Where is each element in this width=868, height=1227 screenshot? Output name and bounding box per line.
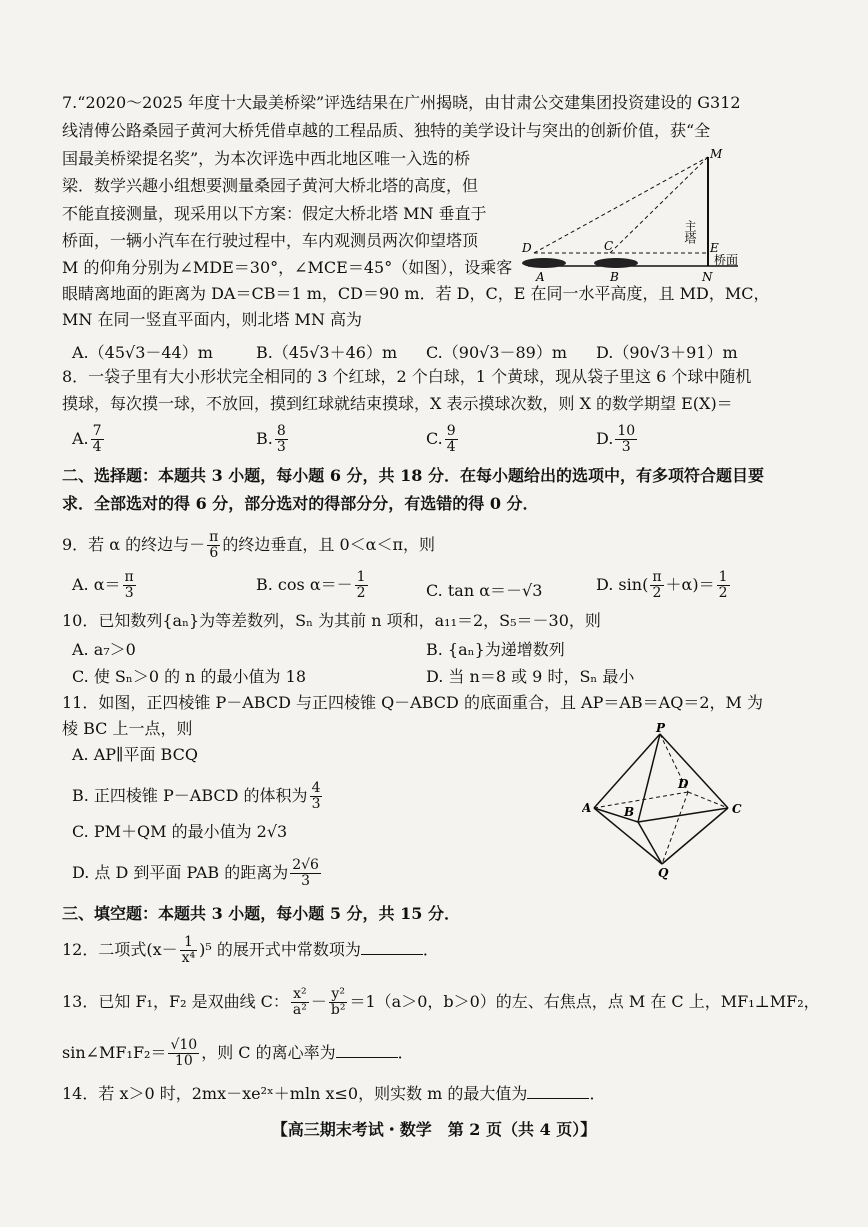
label-C: C xyxy=(604,239,614,253)
q11-line-1: 11．如图，正四棱锥 P－ABCD 与正四棱锥 Q－ABCD 的底面重合，且 AP＝AB＝AQ＝2，M 为 xyxy=(62,693,763,712)
q12-stem: 12．二项式(x－ $\frac{1}{\text{x⁴}}$ )⁵ 的展开式中常数项为 ． xyxy=(62,934,439,966)
q10-stem: 10．已知数列{aₙ}为等差数列，Sₙ 为其前 n 项和，a₁₁＝2，S₅＝－30，则 xyxy=(62,611,601,630)
edge-DC xyxy=(688,792,728,808)
octahedron-figure xyxy=(582,722,752,880)
q10-options-row-1 xyxy=(62,637,822,659)
q14-stem: 14．若 x＞0 时，2mx－xe²ˣ＋mln x≤0，则实数 m 的最大值为 ． xyxy=(62,1084,606,1103)
q10-options-row-2 xyxy=(62,664,822,686)
section3-heading: 三、填空题：本题共 3 小题，每小题 5 分，共 15 分． xyxy=(62,904,460,923)
q14-answer-blank[interactable] xyxy=(527,1084,589,1099)
q10-option-a: A. a₇＞0 xyxy=(72,640,136,659)
q9-option-b: B. cos α＝－ $\frac{1}{2}$ xyxy=(256,569,366,601)
q11-option-a: A. AP∥平面 BCQ xyxy=(72,745,198,764)
page-footer: 【高三期末考试・数学 第 2 页（共 4 页）】 xyxy=(271,1120,597,1139)
label-M: M xyxy=(710,147,723,161)
q8-option-c: C. $\frac{9}{4}$ xyxy=(426,423,456,455)
q9-option-c: C. tan α＝－√3 xyxy=(426,581,543,600)
q8-options xyxy=(62,424,822,458)
sight-line-d xyxy=(534,157,708,253)
q7-line-7: M 的仰角分别为∠MDE＝30°，∠MCE＝45°（如图），设乘客 xyxy=(62,258,513,277)
q9-stem: 9．若 α 的终边与－ $\frac{\pi}{6}$ 的终边垂直，且 0＜α＜π，则 xyxy=(62,529,435,561)
q7-line-5: 不能直接测量，现采用以下方案：假定大桥北塔 MN 垂直于 xyxy=(62,204,487,223)
label-C: C xyxy=(732,802,742,816)
label-N: N xyxy=(702,270,713,284)
q10-option-c: C. 使 Sₙ＞0 的 n 的最小值为 18 xyxy=(72,667,307,686)
label-A: A xyxy=(536,270,545,284)
label-D: D xyxy=(678,777,689,791)
q7-line-2: 线清傅公路桑园子黄河大桥凭借卓越的工程品质、独特的美学设计与突出的创新价值，获“全 xyxy=(62,121,711,140)
label-A: A xyxy=(582,801,592,815)
q11-option-c: C. PM＋QM 的最小值为 2√3 xyxy=(72,822,288,841)
q11-line-2: 棱 BC 上一点，则 xyxy=(62,719,193,738)
q8-option-b: B. $\frac{8}{3}$ xyxy=(256,423,286,455)
label-B: B xyxy=(624,805,635,819)
section2-heading-1: 二、选择题：本题共 3 小题，每小题 6 分，共 18 分．在每小题给出的选项中，有多项符合题目要 xyxy=(62,466,764,485)
q9-option-a: A. α＝ $\frac{\pi}{3}$ xyxy=(72,569,134,601)
q8-option-a: A. $\frac{7}{4}$ xyxy=(72,423,102,455)
q9-options xyxy=(62,570,822,604)
q13-answer-blank[interactable] xyxy=(336,1043,398,1058)
label-P: P xyxy=(656,722,666,735)
q7-line-4: 梁．数学兴趣小组想要测量桑园子黄河大桥北塔的高度，但 xyxy=(62,176,479,195)
label-Q: Q xyxy=(658,866,669,880)
q7-option-b: B.（45√3＋46）m xyxy=(256,343,398,362)
q7-option-d: D.（90√3＋91）m xyxy=(596,343,738,362)
q7-line-8: 眼睛离地面的距离为 DA＝CB＝1 m，CD＝90 m．若 D，C，E 在同一水平高度，且 MD，MC， xyxy=(62,284,770,303)
q10-option-d: D. 当 n＝8 或 9 时，Sₙ 最小 xyxy=(426,667,635,686)
label-B: B xyxy=(610,270,619,284)
q7-line-9: MN 在同一竖直平面内，则北塔 MN 高为 xyxy=(62,310,363,329)
q11-option-b: B. 正四棱锥 P－ABCD 的体积为 $\frac{4}{3}$ xyxy=(72,780,321,812)
q7-line-1: 7.“2020～2025 年度十大最美桥梁”评选结果在广州揭晓，由甘肃公交建集团投资建设的 G312 xyxy=(62,93,741,112)
car-a xyxy=(522,258,566,268)
q13-line-1: 13．已知 F₁，F₂ 是双曲线 C： $\frac{\text{x²}}{\text{a²}}$ － $\frac{\text{y²}}{\text{b²}}$ ＝1（a＞0，b＞0）的左、右焦点，点 M 在 C 上，MF₁⊥MF₂， xyxy=(62,986,820,1018)
q10-option-b: B. {aₙ}为递增数列 xyxy=(426,640,565,659)
deck-label: 桥面 xyxy=(714,253,739,267)
q7-line-3: 国最美桥梁提名奖”，为本次评选中西北地区唯一入选的桥 xyxy=(62,149,471,168)
q11-option-d: D. 点 D 到平面 PAB 的距离为 $\frac{2√6}{3}$ xyxy=(72,857,319,889)
car-b xyxy=(594,258,638,268)
edge-PC xyxy=(660,734,728,808)
edge-BQ xyxy=(638,822,662,864)
q9-option-d: D. sin( $\frac{\pi}{2}$ ＋α)＝ $\frac{1}{2}$ xyxy=(596,569,728,601)
edge-AD xyxy=(594,792,688,808)
section2-heading-2: 求．全部选对的得 6 分，部分选对的得部分分，有选错的得 0 分． xyxy=(62,494,539,513)
q12-answer-blank[interactable] xyxy=(361,940,423,955)
q13-line-2: sin∠MF₁F₂＝ $\frac{√10}{10}$ ，则 C 的离心率为 ． xyxy=(62,1037,414,1069)
q7-option-c: C.（90√3－89）m xyxy=(426,343,568,362)
q8-line-1: 8．一袋子里有大小形状完全相同的 3 个红球，2 个白球，1 个黄球，现从袋子里这 6 个球中随机 xyxy=(62,367,752,386)
q7-options xyxy=(62,340,822,362)
q7-option-a: A.（45√3－44）m xyxy=(72,343,213,362)
q8-line-2: 摸球，每次摸一球，不放回，摸到红球就结束摸球，X 表示摸球次数，则 X 的数学期望 E(X)＝ xyxy=(62,394,733,413)
q7-line-6: 桥面，一辆小汽车在行驶过程中，车内观测员两次仰望塔顶 xyxy=(62,231,479,250)
q8-option-d: D. $\frac{10}{3}$ xyxy=(596,423,636,455)
label-D: D xyxy=(522,241,532,255)
label-E: E xyxy=(710,241,719,255)
bridge-figure xyxy=(520,140,760,285)
tower-label: 主塔 xyxy=(683,220,697,244)
